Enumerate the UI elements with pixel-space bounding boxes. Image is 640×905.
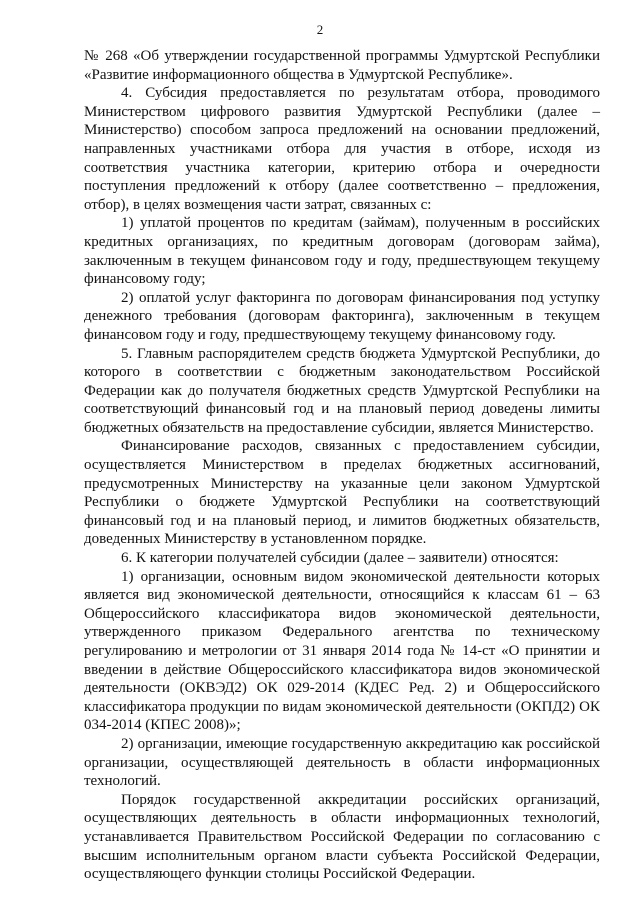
- paragraph-item-4-1: 1) уплатой процентов по кредитам (займам), полученным в российских кредитных организациях, по кредитным договорам (договорам займа), заключенным в текущем финансовом году и году, предшествующем текущему финансовому году;: [84, 215, 600, 288]
- paragraph-accreditation: Порядок государственной аккредитации российских организаций, осуществляющих деятельность в области информационных технологий, устанавливается Правительством Российской Федерации по согласованию с высшим исполнительным органом власти субъекта Российской Федерации, осуществляющего функции столицы Российской Федерации.: [84, 791, 600, 883]
- paragraph-item-6: 6. К категории получателей субсидии (далее – заявители) относятся:: [121, 550, 559, 567]
- paragraph-item-6-2: 2) организации, имеющие государственную аккредитацию как российской организации, осуществляющей деятельность в области информационных технологий.: [84, 735, 600, 790]
- paragraph-item-6-1: 1) организации, основным видом экономической деятельности которых является вид экономической деятельности, относящийся к классам 61 – 63 Общероссийского классификатора видов экономической деятельности, утвержденного приказом Федерального агентства по техническому регулированию и метрологии от 31 января 2014 года № 14-ст «О принятии и введении в действие Общероссийского классификатора видов экономической деятельности (ОКВЭД2) ОК 029-2014 (КДЕС Ред. 2) и Общероссийского классификатора продукции по видам экономической деятельности (ОКПД2) ОК 034-2014 (КПЕС 2008)»;: [84, 568, 600, 734]
- paragraph-continuation: № 268 «Об утверждении государственной программы Удмуртской Республики «Развитие информационного общества в Удмуртской Республике».: [84, 48, 600, 83]
- paragraph-item-4-2: 2) оплатой услуг факторинга по договорам финансирования под уступку денежного требования (договорам факторинга), заключенным в текущем финансовом году и году, предшествующему текущему финансовому году.: [84, 289, 600, 343]
- paragraph-item-5: 5. Главным распорядителем средств бюджета Удмуртской Республики, до которого в соответствии с бюджетным законодательством Российской Федерации как до получателя бюджетных средств Удмуртской Республики на соответствующий финансовый год и на плановый период доведены лимиты бюджетных обязательств на предоставление субсидии, является Министерство.: [84, 345, 600, 436]
- paragraph-item-4: 4. Субсидия предоставляется по результатам отбора, проводимого Министерством цифрового развития Удмуртской Республики (далее – Министерство) способом запроса предложений на основании предложений, направленных участниками отбора для участия в отборе, исходя из соответствия участника категории, критерию отбора и очередности поступления предложений к отбору (далее соответственно – предложения, отбор), в целях возмещения части затрат, связанных с:: [84, 85, 600, 213]
- page-number: 2: [316, 22, 324, 37]
- paragraph-financing: Финансирование расходов, связанных с предоставлением субсидии, осуществляется Министерством в пределах бюджетных ассигнований, предусмотренных Министерству на указанные цели законом Удмуртской Республики о бюджете Удмуртской Республики на соответствующий финансовый год и на плановый период, и лимитов бюджетных обязательств, доведенных Министерству в установленном порядке.: [84, 438, 600, 548]
- document-body: [84, 47, 600, 884]
